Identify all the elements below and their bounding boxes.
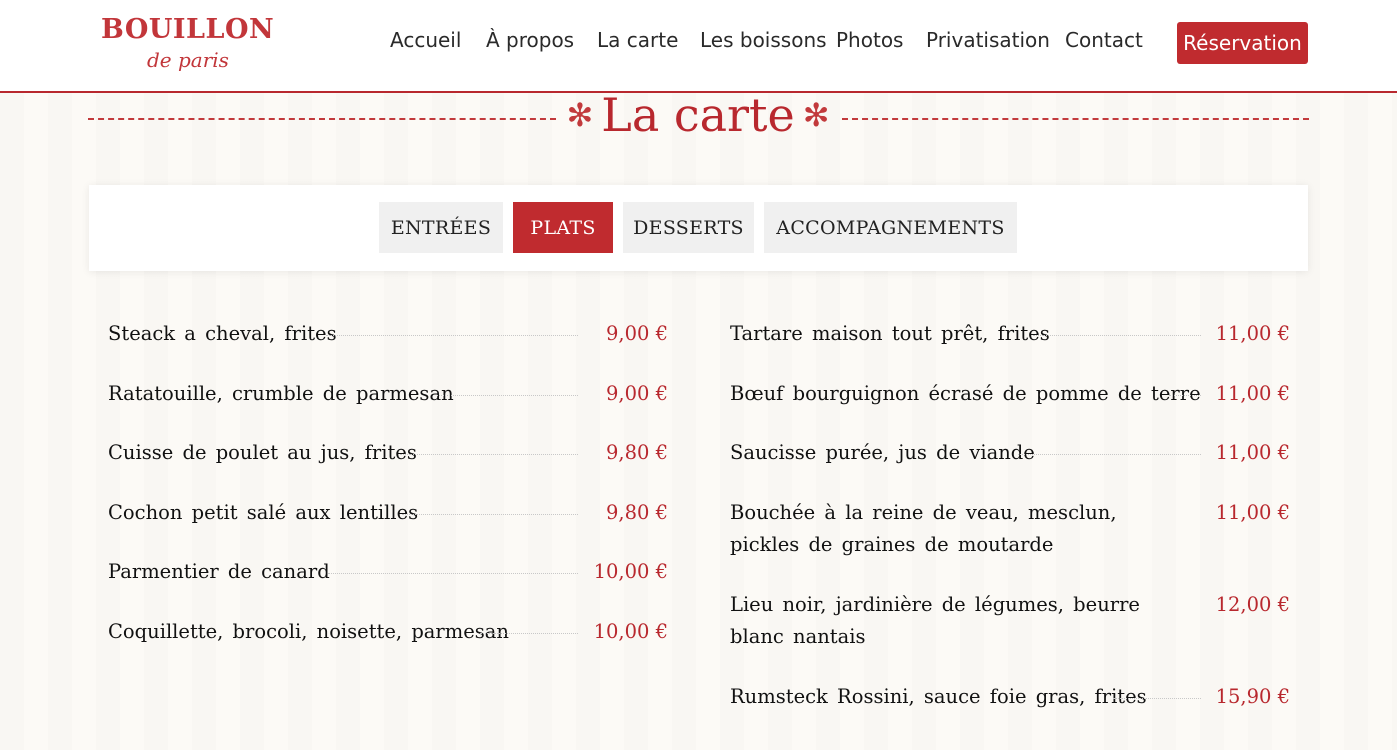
- menu-item-price: 9,80 €: [605, 441, 668, 464]
- menu-item-price: 15,90 €: [1215, 685, 1290, 708]
- menu-item-name: Ratatouille, crumble de parmesan: [108, 382, 454, 405]
- nav-les-boissons[interactable]: Les boissons: [700, 28, 827, 52]
- menu-item-name: Parmentier de canard: [108, 560, 330, 583]
- menu-item-name: Saucisse purée, jus de viande: [730, 441, 1035, 464]
- menu-item-price: 9,00 €: [605, 322, 668, 345]
- section-title-text: La carte: [601, 88, 795, 142]
- tab-plats[interactable]: PLATS: [513, 202, 613, 253]
- section-title: [566, 88, 830, 142]
- tab-desserts[interactable]: DESSERTS: [623, 202, 754, 253]
- menu-item-price: 11,00 €: [1215, 501, 1290, 524]
- menu-item-price: 11,00 €: [1215, 382, 1290, 405]
- menu-item-name: Rumsteck Rossini, sauce foie gras, frites: [730, 685, 1147, 708]
- dotted-leader: [400, 454, 578, 455]
- dotted-leader: [326, 335, 578, 336]
- category-tabs: [89, 185, 1308, 271]
- brand-logo[interactable]: [101, 10, 275, 76]
- menu-item-name: Cochon petit salé aux lentilles: [108, 501, 419, 524]
- section-title-row: [88, 88, 1309, 148]
- title-divider-right: [842, 118, 1309, 120]
- menu-item-price: 10,00 €: [593, 560, 668, 583]
- menu-item-name: Lieu noir, jardinière de légumes, beurre blanc nantais: [730, 593, 1140, 648]
- dotted-leader: [402, 514, 578, 515]
- menu-item-price: 11,00 €: [1215, 322, 1290, 345]
- brand-tagline: de paris: [147, 48, 229, 72]
- dotted-leader: [1169, 395, 1201, 396]
- site-header: [0, 0, 1397, 93]
- menu-item-price: 9,80 €: [605, 501, 668, 524]
- menu-item-name: Coquillette, brocoli, noisette, parmesan: [108, 620, 509, 643]
- reservation-button[interactable]: Réservation: [1177, 22, 1308, 64]
- menu-item-name: Steack a cheval, frites: [108, 322, 337, 345]
- nav-photos[interactable]: Photos: [836, 28, 904, 52]
- menu-item-name: Bouchée à la reine de veau, mesclun, pickles de graines de moutarde: [730, 501, 1117, 556]
- tab-entrees[interactable]: ENTRÉES: [379, 202, 503, 253]
- brand-name: BOUILLON: [101, 14, 275, 45]
- dotted-leader: [1113, 698, 1201, 699]
- dotted-leader: [1033, 335, 1201, 336]
- menu-item-name: Tartare maison tout prêt, frites: [730, 322, 1050, 345]
- nav-contact[interactable]: Contact: [1065, 28, 1143, 52]
- menu-item-price: 10,00 €: [593, 620, 668, 643]
- menu-item-price: 11,00 €: [1215, 441, 1290, 464]
- title-divider-left: [88, 118, 556, 120]
- menu-item-price: 9,00 €: [605, 382, 668, 405]
- nav-a-propos[interactable]: À propos: [486, 28, 575, 52]
- asterisk-icon: ✻: [566, 96, 594, 134]
- dotted-leader: [328, 573, 578, 574]
- menu-item-name: Bœuf bourguignon écrasé de pomme de terre: [730, 382, 1201, 405]
- dotted-leader: [437, 395, 578, 396]
- menu-item-price: 12,00 €: [1215, 593, 1290, 616]
- dotted-leader: [480, 633, 578, 634]
- menu-item-name: Cuisse de poulet au jus, frites: [108, 441, 417, 464]
- nav-la-carte[interactable]: La carte: [597, 28, 679, 52]
- asterisk-icon: ✻: [802, 96, 830, 134]
- tab-accompagnements[interactable]: ACCOMPAGNEMENTS: [764, 202, 1017, 253]
- nav-accueil[interactable]: Accueil: [390, 28, 462, 52]
- nav-privatisation[interactable]: Privatisation: [926, 28, 1050, 52]
- dotted-leader: [1018, 454, 1201, 455]
